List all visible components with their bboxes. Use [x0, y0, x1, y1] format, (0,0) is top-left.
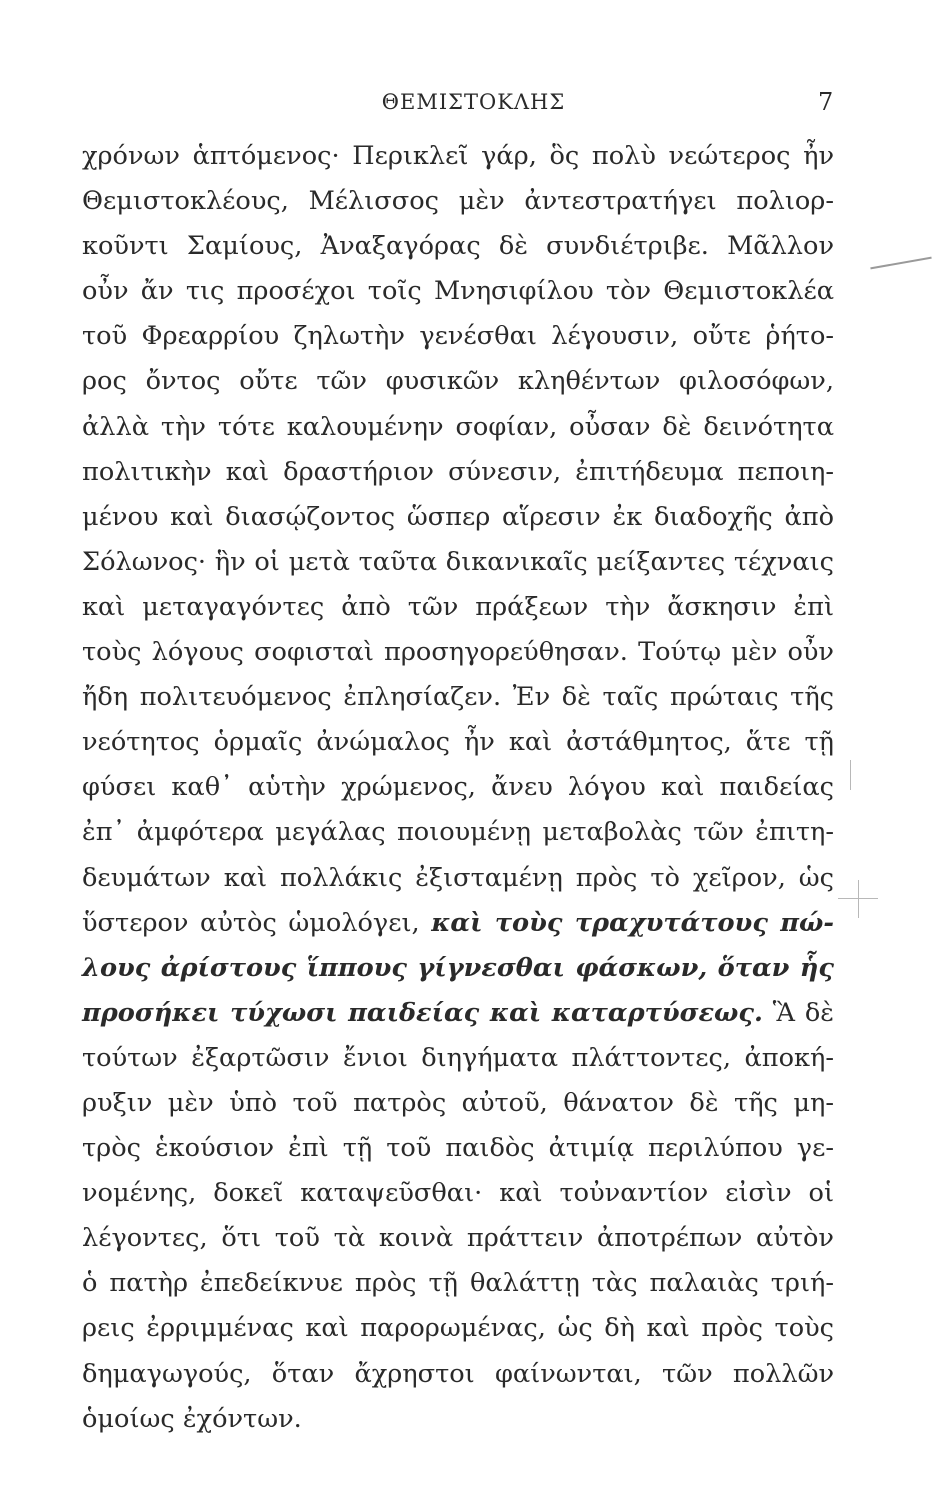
- text-line: [82, 991, 834, 1036]
- text-run: φύσει καθ᾽ αὑτὴν χρώμενος, ἄνευ λόγου καὶ παιδείας: [82, 772, 834, 803]
- text-run: οὖν ἄν τις προσέχοι τοῖς Μνησιφίλου τὸν Θεμιστοκλέα: [82, 276, 834, 307]
- text-line: [82, 224, 834, 269]
- text-run: Ἃ δὲ: [762, 997, 834, 1028]
- text-line: [82, 179, 834, 224]
- text-run: τρὸς ἑκούσιον ἐπὶ τῇ τοῦ παιδὸς ἀτιμίᾳ περιλύπου γε-: [82, 1133, 834, 1164]
- text-run: Θεμιστοκλέους, Μέλισσος μὲν ἀντεστρατήγει πολιορ-: [82, 186, 834, 217]
- text-run: ὁ πατὴρ ἐπεδείκνυε πρὸς τῇ θαλάττῃ τὰς παλαιὰς τριή-: [82, 1268, 834, 1299]
- text-line: [82, 450, 834, 495]
- text-line: [82, 901, 834, 946]
- text-line: [82, 856, 834, 901]
- text-line: [82, 1126, 834, 1171]
- text-line: [82, 1081, 834, 1126]
- text-line: [82, 314, 834, 359]
- text-run: λέγοντες, ὅτι τοῦ τὰ κοινὰ πράττειν ἀποτρέπων αὐτὸν: [82, 1223, 834, 1254]
- margin-pencil-stroke: [870, 257, 931, 270]
- text-run: δευμάτων καὶ πολλάκις ἐξισταμένῃ πρὸς τὸ χεῖρον, ὡς: [82, 862, 834, 893]
- text-run: ἀλλὰ τὴν τότε καλουμένην σοφίαν, οὖσαν δὲ δεινότητα: [82, 411, 834, 442]
- margin-pencil-stroke: [858, 880, 859, 918]
- text-line: [82, 1306, 834, 1351]
- text-line: [82, 540, 834, 585]
- text-line: [82, 134, 834, 179]
- quoted-emphasis: καὶ τοὺς τραχυτάτους πώ-: [431, 907, 834, 938]
- text-run: τούτων ἐξαρτῶσιν ἔνιοι διηγήματα πλάττοντες, ἀποκή-: [82, 1042, 834, 1073]
- text-run: χρόνων ἁπτόμενος· Περικλεῖ γάρ, ὃς πολὺ νεώτερος ἦν: [82, 141, 834, 171]
- text-run: τοὺς λόγους σοφισταὶ προσηγορεύθησαν. Τούτῳ μὲν οὖν: [82, 637, 834, 668]
- text-line: [82, 765, 834, 810]
- text-line: [82, 1171, 834, 1216]
- text-run: κοῦντι Σαμίους, Ἀναξαγόρας δὲ συνδιέτριβε. Μᾶλλον: [82, 231, 834, 262]
- text-run: ρος ὄντος οὔτε τῶν φυσικῶν κληθέντων φιλοσόφων,: [82, 366, 834, 397]
- text-run: μένου καὶ διασῴζοντος ὥσπερ αἵρεσιν ἐκ διαδοχῆς ἀπὸ: [82, 501, 834, 532]
- margin-pencil-stroke: [850, 760, 851, 790]
- text-run: νεότητος ὁρμαῖς ἀνώμαλος ἦν καὶ ἀστάθμητος, ἅτε τῇ: [82, 727, 834, 758]
- text-run: ἐπ᾽ ἀμφότερα μεγάλας ποιουμένῃ μεταβολὰς τῶν ἐπιτη-: [82, 817, 834, 848]
- text-run: ὕστερον αὐτὸς ὡμολόγει,: [82, 907, 432, 938]
- text-line: [82, 720, 834, 765]
- text-line: [82, 946, 834, 991]
- text-run: ἤδη πολιτευόμενος ἐπλησίαζεν. Ἐν δὲ ταῖς πρώταις τῆς: [82, 682, 834, 713]
- text-run: τοῦ Φρεαρρίου ζηλωτὴν γενέσθαι λέγουσιν, οὔτε ῥήτο-: [82, 321, 834, 352]
- text-line: [82, 1036, 834, 1081]
- text-run: καὶ μεταγαγόντες ἀπὸ τῶν πράξεων τὴν ἄσκησιν ἐπὶ: [82, 591, 834, 622]
- text-line: [82, 269, 834, 314]
- body-text: [82, 134, 834, 1442]
- text-run: πολιτικὴν καὶ δραστήριον σύνεσιν, ἐπιτήδευμα πεποιη-: [82, 456, 834, 487]
- text-line: [82, 495, 834, 540]
- text-run: ὁμοίως ἐχόντων.: [82, 1403, 302, 1434]
- text-line: [82, 810, 834, 855]
- text-line: [82, 630, 834, 675]
- text-line: [82, 675, 834, 720]
- page-number: 7: [818, 88, 834, 116]
- text-line: [82, 1397, 834, 1442]
- text-run: ρυξιν μὲν ὑπὸ τοῦ πατρὸς αὐτοῦ, θάνατον δὲ τῆς μη-: [82, 1087, 834, 1118]
- text-run: ρεις ἐρριμμένας καὶ παρορωμένας, ὡς δὴ καὶ πρὸς τοὺς: [82, 1313, 834, 1344]
- text-line: [82, 1261, 834, 1306]
- text-line: [82, 405, 834, 450]
- text-line: [82, 1352, 834, 1397]
- text-line: [82, 585, 834, 630]
- quoted-emphasis: προσήκει τύχωσι παιδείας καὶ καταρτύσεως.: [82, 997, 763, 1028]
- text-run: Σόλωνος· ἣν οἱ μετὰ ταῦτα δικανικαῖς μείξαντες τέχναις: [82, 546, 834, 577]
- text-line: [82, 359, 834, 404]
- running-header: ΘΕΜΙΣΤΟΚΛΗΣ: [381, 90, 566, 114]
- quoted-emphasis: λους ἀρίστους ἵππους γίγνεσθαι φάσκων, ὅταν ἧς: [82, 952, 834, 983]
- text-run: νομένης, δοκεῖ καταψεῦσθαι· καὶ τοὐναντίον εἰσὶν οἱ: [82, 1178, 834, 1209]
- text-line: [82, 1216, 834, 1261]
- text-run: δημαγωγούς, ὅταν ἄχρηστοι φαίνωνται, τῶν πολλῶν: [82, 1358, 834, 1389]
